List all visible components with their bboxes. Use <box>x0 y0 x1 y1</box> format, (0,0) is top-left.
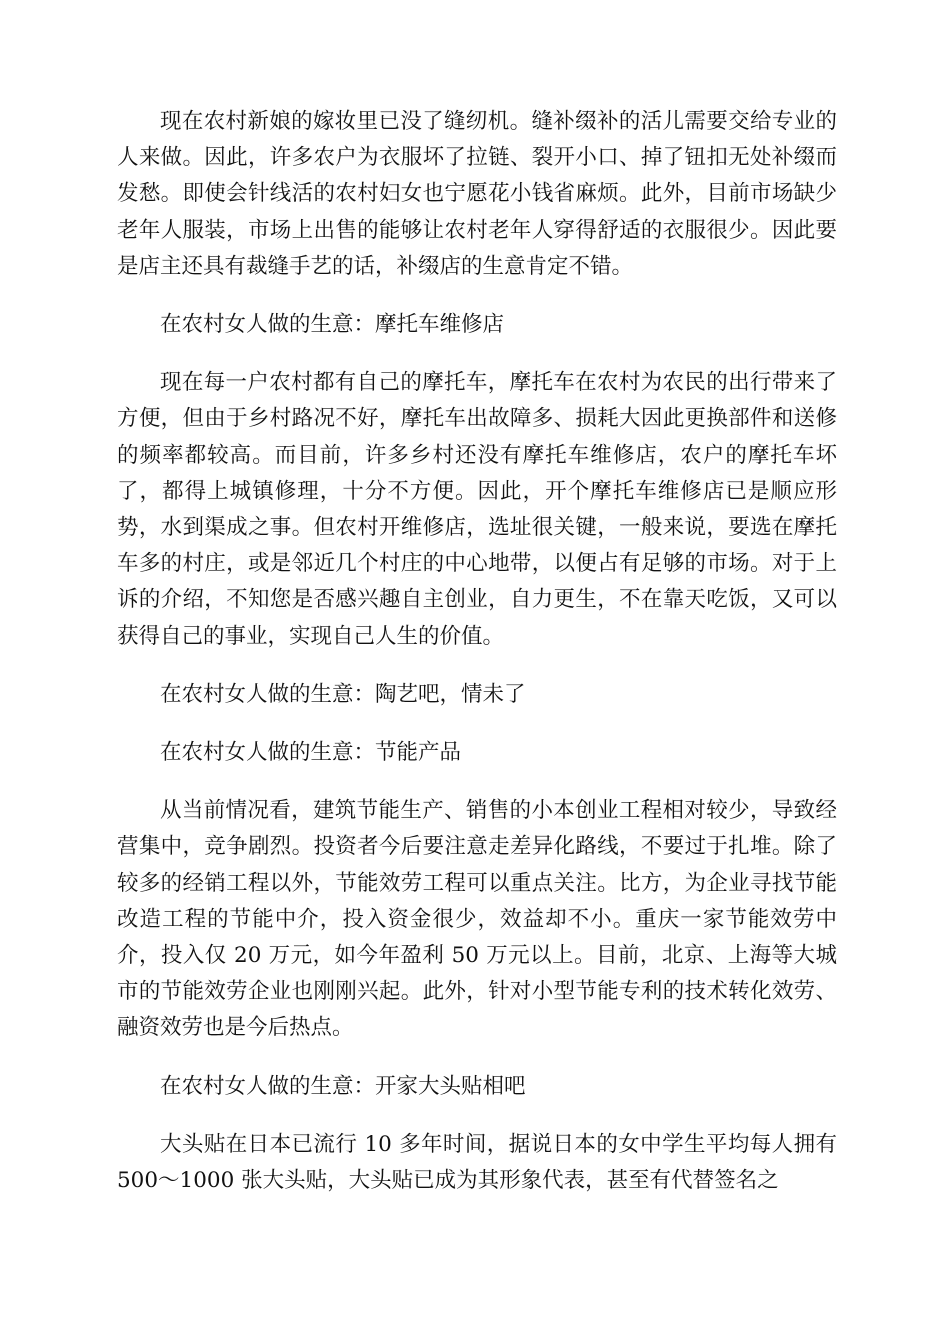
spacer <box>117 285 837 307</box>
spacer <box>117 343 837 365</box>
document-body <box>117 104 837 1199</box>
paragraph-photo-sticker: 大头贴在日本已流行 10 多年时间，据说日本的女中学生平均每人拥有 500～1000 张大头贴，大头贴已成为其形象代表，甚至有代替签名之 <box>117 1131 837 1194</box>
spacer <box>117 771 837 793</box>
heading-photo-sticker: 在农村女人做的生意：开家大头贴相吧 <box>160 1073 526 1099</box>
spacer <box>117 1047 837 1069</box>
heading-motorcycle-repair: 在农村女人做的生意：摩托车维修店 <box>160 312 505 338</box>
spacer <box>117 1105 837 1127</box>
paragraph-motorcycle-repair: 现在每一户农村都有自己的摩托车，摩托车在农村为农民的出行带来了方便，但由于乡村路况不好，摩托车出故障多、损耗大因此更换部件和送修的频率都较高。而目前，许多乡村还没有摩托车维修店，农户的摩托车坏了，都得上城镇修理，十分不方便。因此，开个摩托车维修店已是顺应形势，水到渠成之事。但农村开维修店，选址很关键，一般来说，要选在摩托车多的村庄，或是邻近几个村庄的中心地带，以便占有足够的市场。对于上诉的介绍，不知您是否感兴趣自主创业，自力更生，不在靠天吃饭，又可以获得自己的事业，实现自己人生的价值。 <box>117 370 837 649</box>
spacer <box>117 713 837 735</box>
heading-energy-saving: 在农村女人做的生意：节能产品 <box>160 740 462 766</box>
heading-pottery-bar: 在农村女人做的生意：陶艺吧，情未了 <box>160 681 526 707</box>
paragraph-sewing-shop: 现在农村新娘的嫁妆里已没了缝纫机。缝补缀补的活儿需要交给专业的人来做。因此，许多农户为衣服坏了拉链、裂开小口、掉了钮扣无处补缀而发愁。即使会针线活的农村妇女也宁愿花小钱省麻烦。此外，目前市场缺少老年人服装，市场上出售的能够让农村老年人穿得舒适的衣服很少。因此要是店主还具有裁缝手艺的话，补缀店的生意肯定不错。 <box>117 109 837 279</box>
paragraph-energy-saving: 从当前情况看，建筑节能生产、销售的小本创业工程相对较少，导致经营集中，竞争剧烈。投资者今后要注意走差异化路线，不要过于扎堆。除了较多的经销工程以外，节能效劳工程可以重点关注。比方，为企业寻找节能改造工程的节能中介，投入资金很少，效益却不小。重庆一家节能效劳中介，投入仅 20 万元，如今年盈利 50 万元以上。目前，北京、上海等大城市的节能效劳企业也刚刚兴起。此外，针对小型节能专利的技术转化效劳、融资效劳也是今后热点。 <box>117 798 837 1041</box>
spacer <box>117 655 837 677</box>
